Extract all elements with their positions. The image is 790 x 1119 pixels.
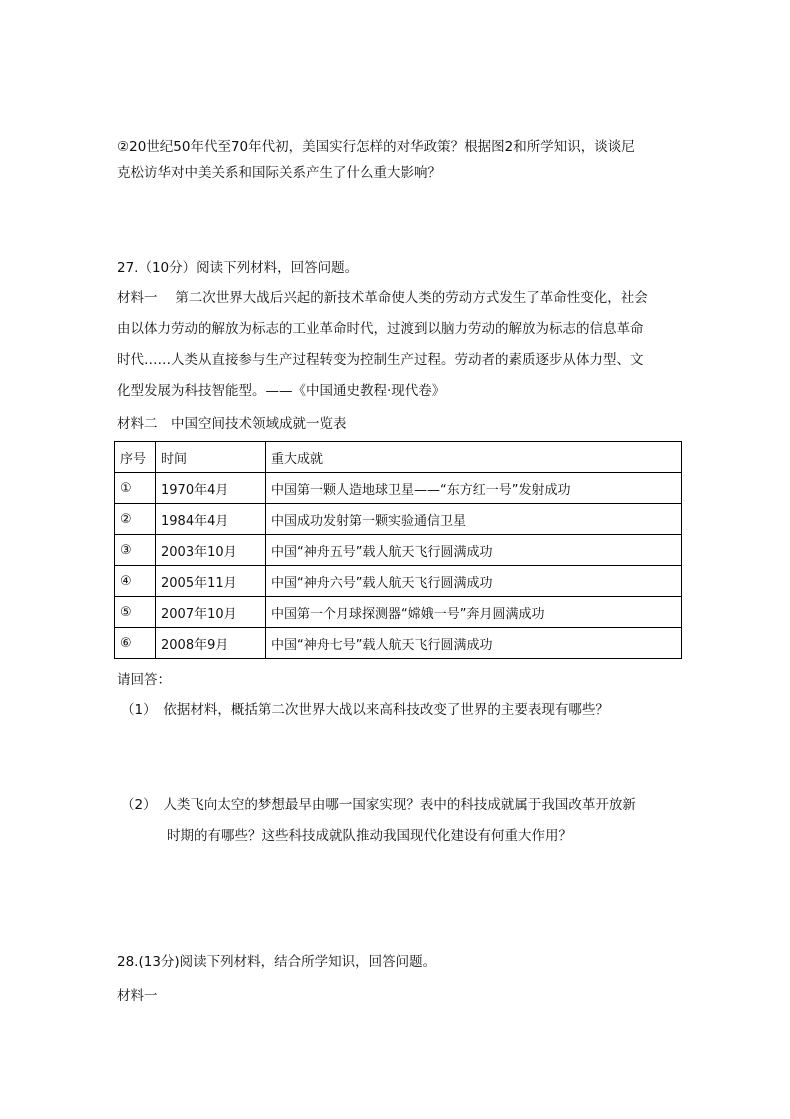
cell: 2008年9月 xyxy=(156,628,266,659)
cell: 中国“神舟六号”载人航天飞行圆满成功 xyxy=(266,566,682,597)
material-text: 由以体力劳动的解放为标志的工业革命时代，过渡到以脑力劳动的解放为标志的信息革命 xyxy=(117,321,644,337)
question-text: ②20世纪50年代至70年代初，美国实行怎样的对华政策？根据图2和所学知识，谈谈尼 xyxy=(117,139,635,155)
sub-question-2: （2） 人类飞向太空的梦想最早由哪一国家实现？表中的科技成就属于我国改革开放新 xyxy=(121,797,636,813)
answer-prompt: 请回答： xyxy=(117,672,171,688)
material-text: 材料一 第二次世界大战后兴起的新技术革命使人类的劳动方式发生了革命性变化，社会 xyxy=(117,290,648,306)
table-row xyxy=(115,566,682,597)
question-text: 克松访华对中美关系和国际关系产生了什么重大影响？ xyxy=(117,165,441,181)
cell: 1984年4月 xyxy=(156,504,266,535)
table-row xyxy=(115,628,682,659)
cell: ② xyxy=(115,504,156,535)
cell: 1970年4月 xyxy=(156,473,266,504)
cell: 中国第一颗人造地球卫星——“东方红一号”发射成功 xyxy=(266,473,682,504)
cell: 中国“神舟七号”载人航天飞行圆满成功 xyxy=(266,628,682,659)
cell: ① xyxy=(115,473,156,504)
table-caption: 材料二 中国空间技术领域成就一览表 xyxy=(117,416,347,432)
table-header-row xyxy=(115,442,682,473)
table-row xyxy=(115,504,682,535)
cell: 2003年10月 xyxy=(156,535,266,566)
question-heading: 28.(13分)阅读下列材料，结合所学知识，回答问题。 xyxy=(117,954,437,970)
cell: 中国第一个月球探测器“嫦娥一号”奔月圆满成功 xyxy=(266,597,682,628)
cell: ④ xyxy=(115,566,156,597)
material-text: 化型发展为科技智能型。——《中国通史教程·现代卷》 xyxy=(117,383,446,399)
cell: ⑤ xyxy=(115,597,156,628)
cell: 2007年10月 xyxy=(156,597,266,628)
cell: 中国“神舟五号”载人航天飞行圆满成功 xyxy=(266,535,682,566)
sub-question-1: （1） 依据材料，概括第二次世界大战以来高科技改变了世界的主要表现有哪些？ xyxy=(121,702,609,718)
table-row xyxy=(115,473,682,504)
material-label: 材料一 xyxy=(117,988,158,1004)
header-cell: 序号 xyxy=(115,442,156,473)
cell: ⑥ xyxy=(115,628,156,659)
header-cell: 重大成就 xyxy=(266,442,682,473)
table-row xyxy=(115,535,682,566)
sub-question-2-cont: 时期的有哪些？这些科技成就队推动我国现代化建设有何重大作用？ xyxy=(167,828,572,844)
cell: ③ xyxy=(115,535,156,566)
table-row xyxy=(115,597,682,628)
cell: 2005年11月 xyxy=(156,566,266,597)
material-text: 时代……人类从直接参与生产过程转变为控制生产过程。劳动者的素质逐步从体力型、文 xyxy=(117,352,644,368)
header-cell: 时间 xyxy=(156,442,266,473)
cell: 中国成功发射第一颗实验通信卫星 xyxy=(266,504,682,535)
question-heading: 27.（10分）阅读下列材料，回答问题。 xyxy=(117,260,359,276)
achievements-table xyxy=(114,441,682,659)
